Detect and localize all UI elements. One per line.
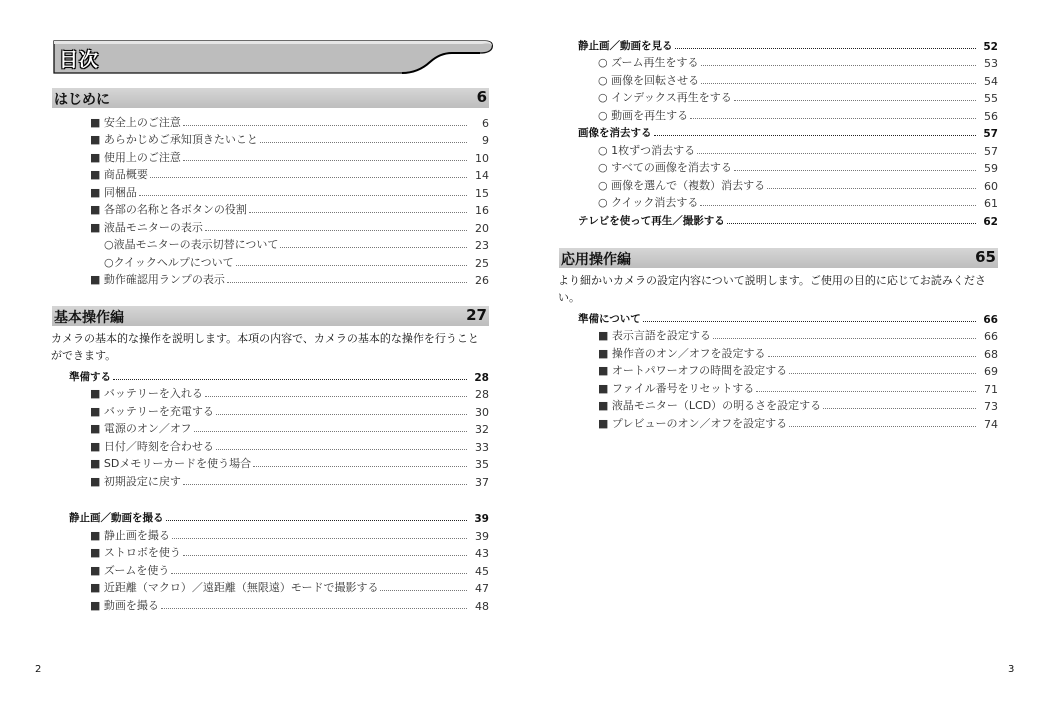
toc-leader-dots xyxy=(113,379,467,380)
page-number-left: 2 xyxy=(35,664,42,675)
toc-entry[interactable] xyxy=(52,508,489,526)
toc-leader-dots xyxy=(249,212,467,213)
toc-leader-dots xyxy=(139,195,467,196)
toc-entry[interactable] xyxy=(559,53,998,71)
toc-entry-label: ■ ズームを使う xyxy=(90,563,170,577)
toc-entry-label: ○ インデックス再生をする xyxy=(598,91,732,104)
toc-entry[interactable] xyxy=(52,560,489,578)
toc-leader-dots xyxy=(216,449,467,450)
toc-entry[interactable] xyxy=(559,158,998,176)
toc-leader-dots xyxy=(183,125,467,126)
toc-entry-label: 準備する xyxy=(69,370,111,383)
toc-entry-page: 62 xyxy=(983,215,998,228)
toc-entry-page: 68 xyxy=(984,347,998,361)
toc-entry[interactable] xyxy=(559,326,998,344)
toc-entry-page: 14 xyxy=(475,169,489,182)
toc-entry[interactable] xyxy=(52,401,489,419)
toc-entry-page: 57 xyxy=(983,128,998,140)
toc-entry-page: 37 xyxy=(475,475,489,489)
section-header xyxy=(559,248,998,268)
toc-entry-page: 15 xyxy=(475,186,489,200)
toc-leader-dots xyxy=(713,338,976,339)
toc-entry-label: テレビを使って再生／撮影する xyxy=(578,214,725,227)
toc-entry-label: ■ あらかじめご承知頂きたいこと xyxy=(90,133,258,146)
toc-entry[interactable] xyxy=(52,165,489,183)
toc-entry[interactable] xyxy=(559,378,998,396)
toc-leader-dots xyxy=(205,396,467,397)
toc-entry-page: 23 xyxy=(475,239,489,252)
toc-entry-label: ■ 操作音のオン／オフを設定する xyxy=(598,346,766,360)
toc-leader-dots xyxy=(236,265,467,266)
toc-entry[interactable] xyxy=(559,361,998,379)
toc-entry[interactable] xyxy=(559,175,998,193)
toc-leader-dots xyxy=(643,321,976,322)
toc-entry[interactable] xyxy=(559,413,998,431)
toc-entry-page: 43 xyxy=(475,547,489,560)
toc-entry[interactable] xyxy=(559,308,998,326)
toc-leader-dots xyxy=(161,608,467,609)
toc-entry-page: 55 xyxy=(984,92,998,105)
section-heading: 応用操作編 xyxy=(561,252,631,268)
toc-entry-label: ○ 動画を再生する xyxy=(598,108,689,122)
toc-entry-label: ■ 電源のオン／オフ xyxy=(90,422,192,435)
toc-leader-dots xyxy=(654,135,977,136)
toc-leader-dots xyxy=(734,100,976,101)
toc-entry-label: 静止画／動画を見る xyxy=(578,39,673,52)
toc-entry-label: ○クイックヘルプについて xyxy=(104,255,234,269)
toc-leader-dots xyxy=(697,153,976,154)
toc-entry-page: 45 xyxy=(475,564,489,578)
toc-entry-page: 59 xyxy=(984,162,998,175)
toc-entry[interactable] xyxy=(559,105,998,123)
toc-entry-page: 10 xyxy=(475,151,489,165)
toc-entry[interactable] xyxy=(559,193,998,211)
section-description: より細かいカメラの設定内容について説明します。ご使用の目的に応じてお読みください。 xyxy=(558,274,986,304)
toc-entry-page: 9 xyxy=(482,134,489,147)
toc-entry-page: 66 xyxy=(983,313,998,326)
title-banner-shape xyxy=(52,40,497,80)
toc-leader-dots xyxy=(701,65,976,66)
toc-leader-dots xyxy=(253,466,467,467)
toc-entry[interactable] xyxy=(52,471,489,489)
toc-entry[interactable] xyxy=(559,35,998,53)
toc-entry[interactable] xyxy=(52,436,489,454)
toc-entry-label: ■ バッテリーを充電する xyxy=(90,404,214,418)
toc-leader-dots xyxy=(260,142,467,143)
toc-entry[interactable] xyxy=(52,578,489,596)
toc-entry-page: 56 xyxy=(984,109,998,123)
toc-entry-page: 47 xyxy=(475,582,489,595)
toc-entry-label: ○ 画像を選んで（複数）消去する xyxy=(598,178,766,192)
toc-leader-dots xyxy=(768,356,976,357)
toc-leader-dots xyxy=(183,484,467,485)
toc-leader-dots xyxy=(789,373,976,374)
toc-entry-label: ■ 安全上のご注意 xyxy=(90,115,181,129)
toc-leader-dots xyxy=(172,538,467,539)
section-heading: 基本操作編 xyxy=(54,310,124,326)
toc-entry-label: ○ ズーム再生をする xyxy=(598,56,699,69)
toc-list xyxy=(52,112,489,287)
toc-entry-label: ■ 液晶モニターの表示 xyxy=(90,220,203,234)
toc-entry[interactable] xyxy=(52,252,489,270)
toc-entry-label: ○ 1枚ずつ消去する xyxy=(598,143,696,157)
toc-entry-label: 画像を消去する xyxy=(578,127,652,139)
toc-entry[interactable] xyxy=(52,270,489,288)
toc-leader-dots xyxy=(280,247,467,248)
section-description: カメラの基本的な操作を説明します。本項の内容で、カメラの基本的な操作を行うことができます。 xyxy=(51,332,479,362)
toc-entry-page: 53 xyxy=(984,57,998,70)
toc-entry[interactable] xyxy=(52,366,489,384)
toc-leader-dots xyxy=(171,573,467,574)
toc-leader-dots xyxy=(216,414,467,415)
toc-entry-label: ■ 動作確認用ランプの表示 xyxy=(90,273,225,286)
toc-entry-page: 69 xyxy=(984,365,998,378)
toc-entry[interactable] xyxy=(52,419,489,437)
toc-list xyxy=(559,308,998,431)
toc-leader-dots xyxy=(205,230,467,231)
toc-entry-page: 66 xyxy=(984,330,998,343)
toc-entry-page: 52 xyxy=(983,40,998,53)
toc-leader-dots xyxy=(675,48,977,49)
toc-entry[interactable] xyxy=(52,147,489,165)
section-page: 65 xyxy=(975,248,996,266)
toc-leader-dots xyxy=(823,408,976,409)
toc-list-top xyxy=(559,35,998,228)
row-gap xyxy=(52,489,489,508)
section-hajimeni xyxy=(52,88,489,287)
toc-entry-page: 26 xyxy=(475,274,489,287)
toc-entry-label: ■ 使用上のご注意 xyxy=(90,150,181,164)
toc-entry[interactable] xyxy=(559,343,998,361)
toc-entry[interactable] xyxy=(559,70,998,88)
toc-entry[interactable] xyxy=(52,130,489,148)
page-number-right: 3 xyxy=(1008,664,1015,675)
toc-entry-page: 32 xyxy=(475,423,489,436)
toc-entry-label: ■ 動画を撮る xyxy=(90,598,159,612)
toc-entry-page: 6 xyxy=(482,116,489,130)
toc-leader-dots xyxy=(183,555,467,556)
toc-entry-label: ■ 日付／時刻を合わせる xyxy=(90,439,214,453)
toc-entry[interactable] xyxy=(559,88,998,106)
section-ouyou xyxy=(559,248,998,431)
toc-entry-label: ■ バッテリーを入れる xyxy=(90,387,203,400)
toc-entry[interactable] xyxy=(559,140,998,158)
toc-leader-dots xyxy=(700,205,976,206)
toc-entry-page: 28 xyxy=(474,371,489,384)
toc-leader-dots xyxy=(166,520,468,521)
toc-entry-label: ■ 各部の名称と各ボタンの役割 xyxy=(90,203,247,216)
toc-leader-dots xyxy=(380,590,467,591)
toc-leader-dots xyxy=(727,223,976,224)
toc-entry-label: ■ SDメモリーカードを使う場合 xyxy=(90,457,252,470)
toc-entry[interactable] xyxy=(559,123,998,141)
toc-entry-label: 静止画／動画を撮る xyxy=(69,512,164,524)
toc-entry-page: 35 xyxy=(475,458,489,471)
toc-entry-page: 74 xyxy=(984,417,998,431)
toc-leader-dots xyxy=(734,170,976,171)
toc-leader-dots xyxy=(194,431,467,432)
toc-leader-dots xyxy=(183,160,467,161)
toc-entry-page: 54 xyxy=(984,74,998,88)
toc-entry-page: 30 xyxy=(475,405,489,419)
section-heading: はじめに xyxy=(54,92,110,108)
toc-entry[interactable] xyxy=(52,217,489,235)
toc-entry-label: ○ クイック消去する xyxy=(598,196,699,209)
section-header xyxy=(52,306,489,326)
toc-entry-label: ■ 静止画を撮る xyxy=(90,528,170,542)
toc-entry[interactable] xyxy=(559,396,998,414)
toc-entry-label: ■ 商品概要 xyxy=(90,168,148,181)
toc-entry[interactable] xyxy=(52,595,489,613)
toc-entry-page: 61 xyxy=(984,197,998,210)
toc-leader-dots xyxy=(701,83,976,84)
toc-entry-page: 16 xyxy=(475,204,489,217)
toc-entry[interactable] xyxy=(559,210,998,228)
toc-entry-page: 39 xyxy=(474,513,489,525)
toc-title-banner xyxy=(52,40,492,80)
toc-entry-label: ○ すべての画像を消去する xyxy=(598,161,732,174)
toc-entry-label: ■ 同梱品 xyxy=(90,185,137,199)
toc-entry[interactable] xyxy=(52,112,489,130)
toc-leader-dots xyxy=(789,426,976,427)
toc-list xyxy=(52,366,489,613)
toc-entry-page: 20 xyxy=(475,221,489,235)
section-page: 6 xyxy=(476,88,487,106)
toc-entry[interactable] xyxy=(52,235,489,253)
toc-leader-dots xyxy=(767,188,976,189)
toc-entry-label: ■ ファイル番号をリセットする xyxy=(598,381,755,395)
toc-entry-label: ○ 画像を回転させる xyxy=(598,73,700,87)
toc-leader-dots xyxy=(227,282,467,283)
toc-entry[interactable] xyxy=(52,454,489,472)
toc-entry-page: 73 xyxy=(984,400,998,413)
toc-entry-label: ■ 初期設定に戻す xyxy=(90,474,181,488)
section-page: 27 xyxy=(466,306,487,324)
toc-entry-label: ■ 表示言語を設定する xyxy=(598,329,711,342)
toc-entry[interactable] xyxy=(52,543,489,561)
toc-entry-label: ○液晶モニターの表示切替について xyxy=(104,238,279,251)
toc-entry-page: 28 xyxy=(475,388,489,401)
toc-entry-label: ■ 近距離（マクロ）／遠距離（無限遠）モードで撮影する xyxy=(90,581,379,594)
toc-entry-label: 準備について xyxy=(578,312,641,325)
section-header xyxy=(52,88,489,108)
toc-entry-label: ■ オートパワーオフの時間を設定する xyxy=(598,364,788,377)
toc-leader-dots xyxy=(690,118,976,119)
toc-leader-dots xyxy=(756,391,976,392)
toc-leader-dots xyxy=(150,177,467,178)
toc-entry[interactable] xyxy=(52,182,489,200)
toc-entry-page: 33 xyxy=(475,440,489,454)
toc-entry-page: 48 xyxy=(475,599,489,613)
toc-entry-page: 57 xyxy=(984,144,998,158)
toc-entry-label: ■ 液晶モニター（LCD）の明るさを設定する xyxy=(598,399,822,412)
toc-entry-label: ■ プレビューのオン／オフを設定する xyxy=(598,416,788,430)
page-title: 目次 xyxy=(59,49,100,71)
toc-entry-page: 60 xyxy=(984,179,998,193)
toc-entry-page: 71 xyxy=(984,382,998,396)
section-kihon xyxy=(52,306,489,613)
toc-entry-page: 25 xyxy=(475,256,489,270)
toc-entry[interactable] xyxy=(52,384,489,402)
toc-entry[interactable] xyxy=(52,200,489,218)
toc-entry-page: 39 xyxy=(475,529,489,543)
toc-entry[interactable] xyxy=(52,525,489,543)
toc-entry-label: ■ ストロボを使う xyxy=(90,546,181,559)
